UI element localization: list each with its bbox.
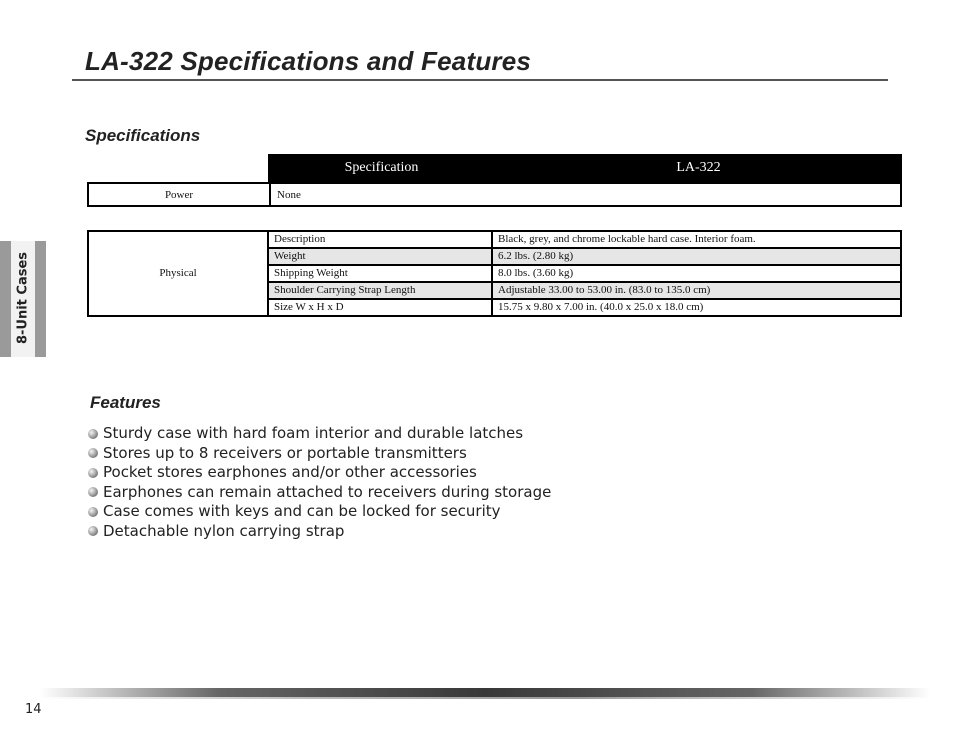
list-item (88, 483, 551, 503)
physical-spec-value: Black, grey, and chrome lockable hard case. Interior foam. (492, 231, 901, 248)
spec-header-model: LA-322 (495, 154, 902, 182)
list-item (88, 424, 551, 444)
title-rule (72, 79, 888, 81)
bullet-icon (88, 507, 98, 517)
feature-text: Case comes with keys and can be locked for security (103, 502, 501, 520)
list-item (88, 502, 551, 522)
page-number: 14 (25, 702, 42, 717)
feature-text: Stores up to 8 receivers or portable transmitters (103, 443, 467, 462)
physical-spec-name: Shoulder Carrying Strap Length (268, 282, 492, 299)
physical-spec-name: Weight (268, 248, 492, 265)
power-table (87, 182, 902, 207)
physical-table (87, 230, 902, 317)
list-item (88, 444, 551, 464)
physical-spec-value: 8.0 lbs. (3.60 kg) (492, 265, 901, 282)
physical-label: Physical (88, 231, 268, 316)
spec-header-specification: Specification (268, 154, 495, 182)
page-title: LA-322 Specifications and Features (85, 46, 532, 76)
bullet-icon (88, 448, 98, 458)
specifications-heading: Specifications (85, 126, 201, 145)
physical-spec-name: Shipping Weight (268, 265, 492, 282)
power-row (88, 183, 901, 206)
feature-text: Earphones can remain attached to receivers during storage (103, 482, 552, 501)
bullet-icon (88, 429, 98, 439)
physical-spec-value: 15.75 x 9.80 x 7.00 in. (40.0 x 25.0 x 18.0 cm) (492, 299, 901, 316)
spec-header-table (268, 154, 902, 182)
physical-spec-value: Adjustable 33.00 to 53.00 in. (83.0 to 135.0 cm) (492, 282, 901, 299)
features-list (88, 424, 551, 541)
physical-spec-name: Size W x H x D (268, 299, 492, 316)
side-tab-label: 8-Unit Cases (15, 251, 31, 345)
power-value: None (270, 183, 901, 206)
physical-spec-value: 6.2 lbs. (2.80 kg) (492, 248, 901, 265)
features-heading: Features (90, 393, 161, 412)
bullet-icon (88, 487, 98, 497)
list-item (88, 522, 551, 542)
feature-text: Pocket stores earphones and/or other accessories (103, 463, 477, 481)
feature-text: Sturdy case with hard foam interior and durable latches (103, 424, 524, 442)
footer-bar-shadow (40, 697, 930, 699)
power-label: Power (88, 183, 270, 206)
bullet-icon (88, 468, 98, 478)
list-item (88, 463, 551, 483)
physical-spec-name: Description (268, 231, 492, 248)
bullet-icon (88, 526, 98, 536)
spec-header-row (268, 154, 902, 182)
table-row (88, 231, 901, 248)
feature-text: Detachable nylon carrying strap (103, 521, 345, 540)
